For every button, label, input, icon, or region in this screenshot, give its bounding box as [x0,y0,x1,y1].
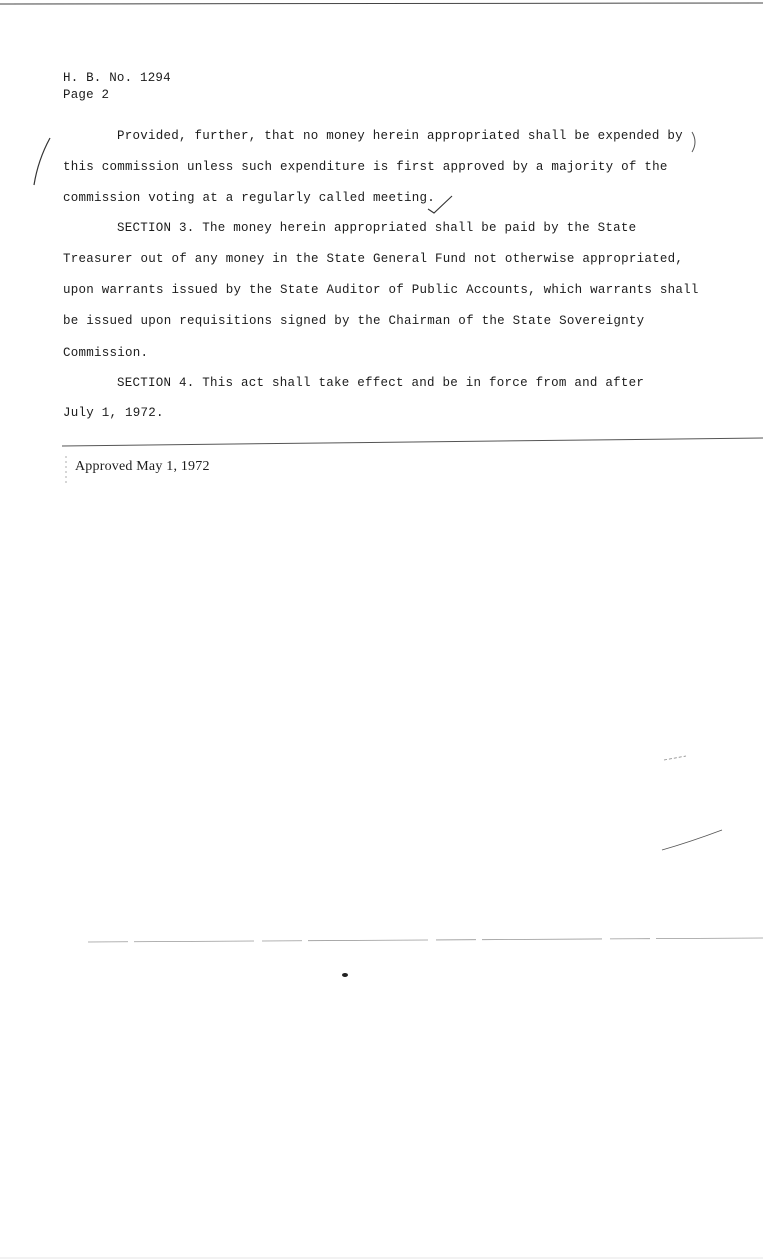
body-line: Commission. [63,346,149,360]
margin-bracket-mark [34,138,50,185]
ink-dot [342,973,348,977]
bill-number: H. B. No. 1294 [63,71,171,85]
page-number: Page 2 [63,88,110,102]
body-line: SECTION 4. This act shall take effect and be in force from and after [117,376,645,390]
body-line: SECTION 3. The money herein appropriated shall be paid by the State [117,221,637,235]
top-scan-edge [0,3,763,4]
lower-faint-line [88,938,763,942]
body-line: commission voting at a regularly called meeting. [63,191,436,205]
stray-mark-small [664,756,686,760]
stray-mark [662,830,722,850]
body-line: be issued upon requisitions signed by the Chairman of the State Sovereignty [63,314,645,328]
approval-date: Approved May 1, 1972 [75,459,210,474]
body-line: this commission unless such expenditure is first approved by a majority of the [63,160,668,174]
body-line: Provided, further, that no money herein appropriated shall be expended by [117,129,683,143]
approval-separator [62,438,763,446]
body-line: Treasurer out of any money in the State General Fund not otherwise appropriated, [63,252,684,266]
margin-paren-mark [692,132,695,152]
body-line: July 1, 1972. [63,406,164,420]
body-line: upon warrants issued by the State Auditor of Public Accounts, which warrants shall [63,283,699,297]
